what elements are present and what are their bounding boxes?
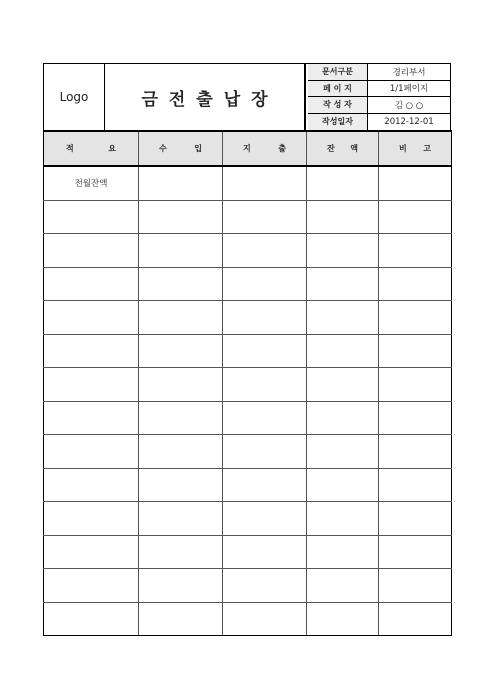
info-row-page bbox=[308, 81, 450, 98]
document-header bbox=[43, 63, 451, 130]
header-char: 잔 bbox=[327, 144, 335, 153]
cell-remarks[interactable] bbox=[379, 468, 452, 502]
cell-expense[interactable] bbox=[223, 435, 307, 469]
header-char: 고 bbox=[423, 144, 431, 153]
cell-description[interactable] bbox=[44, 200, 139, 234]
cell-income[interactable] bbox=[139, 267, 223, 301]
table-row bbox=[44, 569, 452, 603]
column-header-description bbox=[44, 131, 139, 166]
info-value: 김 ○ ○ bbox=[394, 100, 424, 111]
cell-expense[interactable] bbox=[223, 267, 307, 301]
cell-description[interactable]: 전월잔액 bbox=[44, 166, 139, 200]
cell-balance[interactable] bbox=[307, 334, 379, 368]
header-char: 수 bbox=[159, 144, 167, 153]
cell-balance[interactable] bbox=[307, 166, 379, 200]
cell-expense[interactable] bbox=[223, 368, 307, 402]
header-char: 적 bbox=[66, 144, 74, 153]
cell-balance[interactable] bbox=[307, 535, 379, 569]
cell-expense[interactable] bbox=[223, 401, 307, 435]
header-char: 입 bbox=[194, 144, 202, 153]
cell-description[interactable] bbox=[44, 234, 139, 268]
info-label: 페 이 지 bbox=[308, 81, 368, 97]
cell-remarks[interactable] bbox=[379, 234, 452, 268]
cell-income[interactable] bbox=[139, 234, 223, 268]
cell-income[interactable] bbox=[139, 502, 223, 536]
table-row bbox=[44, 535, 452, 569]
cash-ledger-document bbox=[43, 63, 451, 636]
cell-balance[interactable] bbox=[307, 468, 379, 502]
cell-income[interactable] bbox=[139, 569, 223, 603]
cell-remarks[interactable] bbox=[379, 368, 452, 402]
cell-expense[interactable] bbox=[223, 166, 307, 200]
cell-remarks[interactable] bbox=[379, 401, 452, 435]
table-row bbox=[44, 468, 452, 502]
cell-expense[interactable] bbox=[223, 200, 307, 234]
info-row-doc-type bbox=[308, 64, 450, 81]
header-char: 액 bbox=[350, 144, 358, 153]
cell-income[interactable] bbox=[139, 334, 223, 368]
cell-description[interactable] bbox=[44, 535, 139, 569]
cell-balance[interactable] bbox=[307, 200, 379, 234]
cell-balance[interactable] bbox=[307, 234, 379, 268]
cell-balance[interactable] bbox=[307, 502, 379, 536]
cell-remarks[interactable] bbox=[379, 334, 452, 368]
cell-description[interactable] bbox=[44, 435, 139, 469]
info-value: 1/1페이지 bbox=[389, 84, 429, 95]
header-char: 출 bbox=[278, 144, 286, 153]
header-char: 지 bbox=[243, 144, 251, 153]
table-row bbox=[44, 166, 452, 200]
cell-remarks[interactable] bbox=[379, 435, 452, 469]
table-row bbox=[44, 602, 452, 636]
cell-income[interactable] bbox=[139, 602, 223, 636]
info-label: 작성일자 bbox=[308, 114, 368, 131]
info-value: 2012-12-01 bbox=[384, 116, 434, 127]
cell-expense[interactable] bbox=[223, 301, 307, 335]
cell-income[interactable] bbox=[139, 166, 223, 200]
column-header-balance bbox=[307, 131, 379, 166]
cell-expense[interactable] bbox=[223, 569, 307, 603]
cell-description[interactable] bbox=[44, 267, 139, 301]
cell-remarks[interactable] bbox=[379, 166, 452, 200]
header-char: 비 bbox=[399, 144, 407, 153]
info-value: 경리부서 bbox=[392, 67, 426, 78]
cell-description[interactable] bbox=[44, 334, 139, 368]
cell-income[interactable] bbox=[139, 200, 223, 234]
table-row bbox=[44, 502, 452, 536]
cell-expense[interactable] bbox=[223, 602, 307, 636]
cell-income[interactable] bbox=[139, 368, 223, 402]
cell-balance[interactable] bbox=[307, 368, 379, 402]
cell-expense[interactable] bbox=[223, 234, 307, 268]
table-row bbox=[44, 401, 452, 435]
cell-remarks[interactable] bbox=[379, 602, 452, 636]
cell-balance[interactable] bbox=[307, 267, 379, 301]
cell-description[interactable] bbox=[44, 569, 139, 603]
table-row bbox=[44, 267, 452, 301]
cell-income[interactable] bbox=[139, 468, 223, 502]
cell-remarks[interactable] bbox=[379, 535, 452, 569]
cell-remarks[interactable] bbox=[379, 200, 452, 234]
table-row bbox=[44, 234, 452, 268]
cell-expense[interactable] bbox=[223, 468, 307, 502]
cell-description[interactable] bbox=[44, 301, 139, 335]
cell-description[interactable] bbox=[44, 368, 139, 402]
table-row bbox=[44, 301, 452, 335]
cell-description[interactable] bbox=[44, 602, 139, 636]
info-row-author bbox=[308, 97, 450, 114]
column-header-income bbox=[139, 131, 223, 166]
table-row bbox=[44, 200, 452, 234]
table-row bbox=[44, 334, 452, 368]
cell-income[interactable] bbox=[139, 301, 223, 335]
ledger-body bbox=[44, 166, 452, 636]
ledger-header-row bbox=[44, 131, 452, 166]
cell-remarks[interactable] bbox=[379, 569, 452, 603]
cell-balance[interactable] bbox=[307, 602, 379, 636]
cell-remarks[interactable] bbox=[379, 301, 452, 335]
cell-description[interactable] bbox=[44, 401, 139, 435]
header-char: 요 bbox=[108, 144, 116, 153]
document-title: 금전출납장 bbox=[105, 64, 306, 130]
cell-income[interactable] bbox=[139, 435, 223, 469]
cell-balance[interactable] bbox=[307, 301, 379, 335]
column-header-expense bbox=[223, 131, 307, 166]
cell-expense[interactable] bbox=[223, 334, 307, 368]
table-row bbox=[44, 435, 452, 469]
cell-remarks[interactable] bbox=[379, 267, 452, 301]
cell-balance[interactable] bbox=[307, 569, 379, 603]
info-row-date bbox=[308, 114, 450, 131]
cell-description[interactable] bbox=[44, 468, 139, 502]
table-row bbox=[44, 368, 452, 402]
ledger-table bbox=[43, 130, 452, 636]
cell-balance[interactable] bbox=[307, 435, 379, 469]
cell-description[interactable] bbox=[44, 502, 139, 536]
info-label: 작 성 자 bbox=[308, 97, 368, 113]
info-label: 문서구분 bbox=[308, 64, 368, 80]
cell-income[interactable] bbox=[139, 401, 223, 435]
cell-balance[interactable] bbox=[307, 401, 379, 435]
cell-income[interactable] bbox=[139, 535, 223, 569]
logo: Logo bbox=[44, 64, 105, 130]
cell-expense[interactable] bbox=[223, 502, 307, 536]
column-header-remarks bbox=[379, 131, 452, 166]
document-info-box bbox=[308, 64, 450, 130]
cell-remarks[interactable] bbox=[379, 502, 452, 536]
cell-expense[interactable] bbox=[223, 535, 307, 569]
